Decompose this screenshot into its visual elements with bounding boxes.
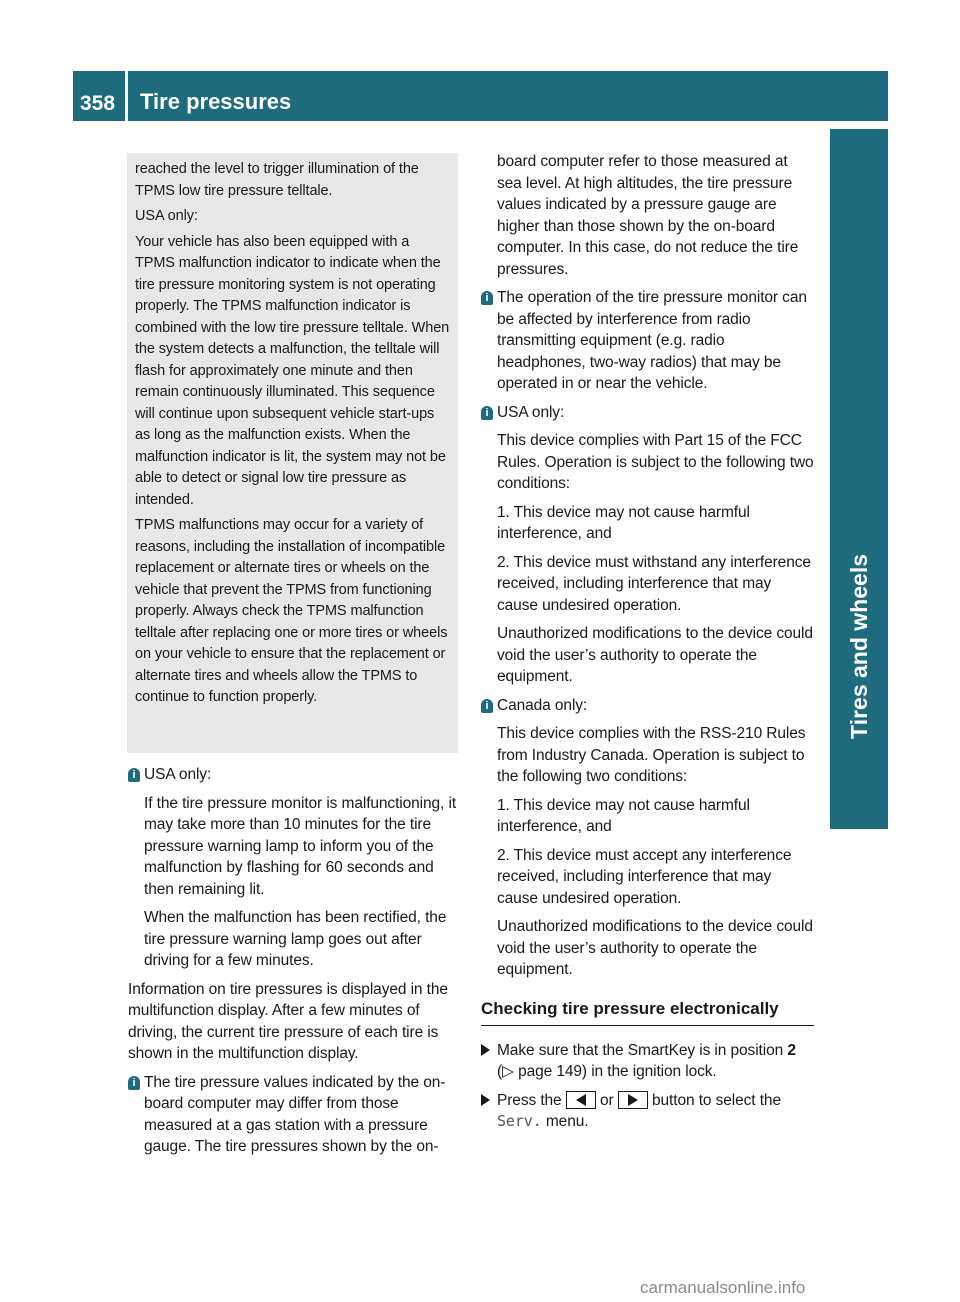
note-condition: 1. This device may not cause harmful interference, and bbox=[497, 796, 750, 835]
note-title: USA only: bbox=[144, 766, 212, 783]
info-icon: i bbox=[128, 768, 140, 782]
note-text: If the tire pressure monitor is malfunctioning, it may take more than 10 minutes for the tire pressure warning lamp to inform you of the malfunction by flashing for 60 seconds and then remaining lit. bbox=[144, 794, 457, 898]
header-separator bbox=[125, 71, 128, 121]
info-icon: i bbox=[481, 699, 493, 713]
menu-name: Serv. bbox=[497, 1112, 542, 1130]
box-paragraph: TPMS malfunctions may occur for a variety of reasons, including the installation of incompatible replacement or alternate tires or wheels on the vehicle that prevent the TPMS from functioning properly. Always check the TPMS malfunction telltale after replacing one or more tires or wheels on your vehicle to ensure that the replacement or alternate tires and wheels allow the TPMS to continue to function properly. bbox=[135, 517, 448, 705]
info-icon: i bbox=[481, 406, 493, 420]
step-2 bbox=[481, 1090, 814, 1133]
step-arrow-icon bbox=[481, 1094, 490, 1106]
page-reference: (▷ page 149) bbox=[497, 1063, 587, 1080]
step-text-part: in the ignition lock. bbox=[587, 1063, 717, 1080]
side-tab-label-wrap bbox=[830, 129, 888, 739]
note-canada bbox=[481, 695, 814, 981]
note-text: The operation of the tire pressure monitor can be affected by interference from radio transmitting equipment (e.g. radio headphones, two-way radios) that may be operated in or near the vehicle. bbox=[497, 289, 807, 392]
note-usa bbox=[128, 764, 461, 972]
note-condition: 2. This device must withstand any interference received, including interference that may cause undesired operation. bbox=[497, 553, 811, 614]
continuation-text: board computer refer to those measured at sea level. At high altitudes, the tire pressure values indicated by a pressure gauge are higher than those shown by the on-board computer. In this case, do not reduce the tire pressures. bbox=[497, 153, 799, 278]
step-text bbox=[497, 1090, 814, 1133]
step-text bbox=[497, 1040, 814, 1083]
step-text-part: button to select the bbox=[647, 1091, 781, 1109]
box-paragraph: Your vehicle has also been equipped with a TPMS malfunction indicator to indicate when the tire pressure monitoring system is not operating properly. The TPMS malfunction indicator is combined with the low tire pressure telltale. When the system detects a malfunction, the telltale will flash for approximately one minute and then remain continuously illuminated. This sequence will continue upon subsequent vehicle start-ups as long as the malfunction exists. When the malfunction indicator is lit, the system may not be able to detect or signal low tire pressure as intended. bbox=[135, 233, 450, 508]
right-column bbox=[481, 151, 814, 1140]
box-paragraph: reached the level to trigger illumination of the TPMS low tire pressure telltale. bbox=[135, 161, 419, 199]
note-text: This device complies with Part 15 of the FCC Rules. Operation is subject to the following two conditions: bbox=[497, 432, 814, 492]
note-interference bbox=[481, 287, 814, 395]
step-arrow-icon bbox=[481, 1044, 490, 1056]
note-text: Unauthorized modifications to the device could void the user’s authority to operate the equipment. bbox=[497, 625, 813, 685]
section-heading: Checking tire pressure electronically bbox=[481, 999, 814, 1026]
note-condition: 2. This device must accept any interference received, including interference that may cause undesired operation. bbox=[497, 846, 792, 907]
tpms-info-box bbox=[127, 153, 458, 753]
info-icon: i bbox=[128, 1076, 140, 1090]
note-pressure bbox=[128, 1072, 461, 1158]
note-text: The tire pressure values indicated by the on-board computer may differ from those measured at a gas station with a pressure gauge. The tire pressures shown by the on- bbox=[144, 1073, 446, 1155]
left-arrow-button-icon bbox=[566, 1091, 596, 1109]
step-text-part: Press the bbox=[497, 1091, 566, 1109]
page-number: 358 bbox=[80, 92, 116, 115]
step-text-part: or bbox=[595, 1091, 618, 1109]
position-number: 2 bbox=[787, 1041, 796, 1059]
side-tab-label: Tires and wheels bbox=[845, 554, 872, 739]
box-paragraph: USA only: bbox=[135, 208, 198, 224]
page-title: Tire pressures bbox=[140, 89, 292, 114]
note-title: USA only: bbox=[497, 403, 565, 421]
note-text: This device complies with the RSS-210 Rules from Industry Canada. Operation is subject to the following two conditions: bbox=[497, 725, 806, 785]
step-1 bbox=[481, 1040, 814, 1083]
note-fcc bbox=[481, 402, 814, 688]
step-text-part: menu. bbox=[541, 1113, 589, 1130]
step-text-part: Make sure that the SmartKey is in position bbox=[497, 1041, 788, 1059]
note-title: Canada only: bbox=[497, 696, 588, 714]
watermark: carmanualsonline.info bbox=[640, 1278, 806, 1297]
left-column-lower bbox=[128, 764, 461, 1165]
note-text: When the malfunction has been rectified, the tire pressure warning lamp goes out after driving for a few minutes. bbox=[144, 909, 447, 969]
info-icon: i bbox=[481, 291, 493, 305]
note-text: Unauthorized modifications to the device could void the user’s authority to operate the equipment. bbox=[497, 918, 813, 978]
note-condition: 1. This device may not cause harmful interference, and bbox=[497, 503, 750, 542]
right-arrow-button-icon bbox=[618, 1091, 648, 1109]
body-paragraph: Information on tire pressures is displayed in the multifunction display. After a few minutes of driving, the current tire pressure of each tire is shown in the multifunction display. bbox=[128, 980, 448, 1062]
